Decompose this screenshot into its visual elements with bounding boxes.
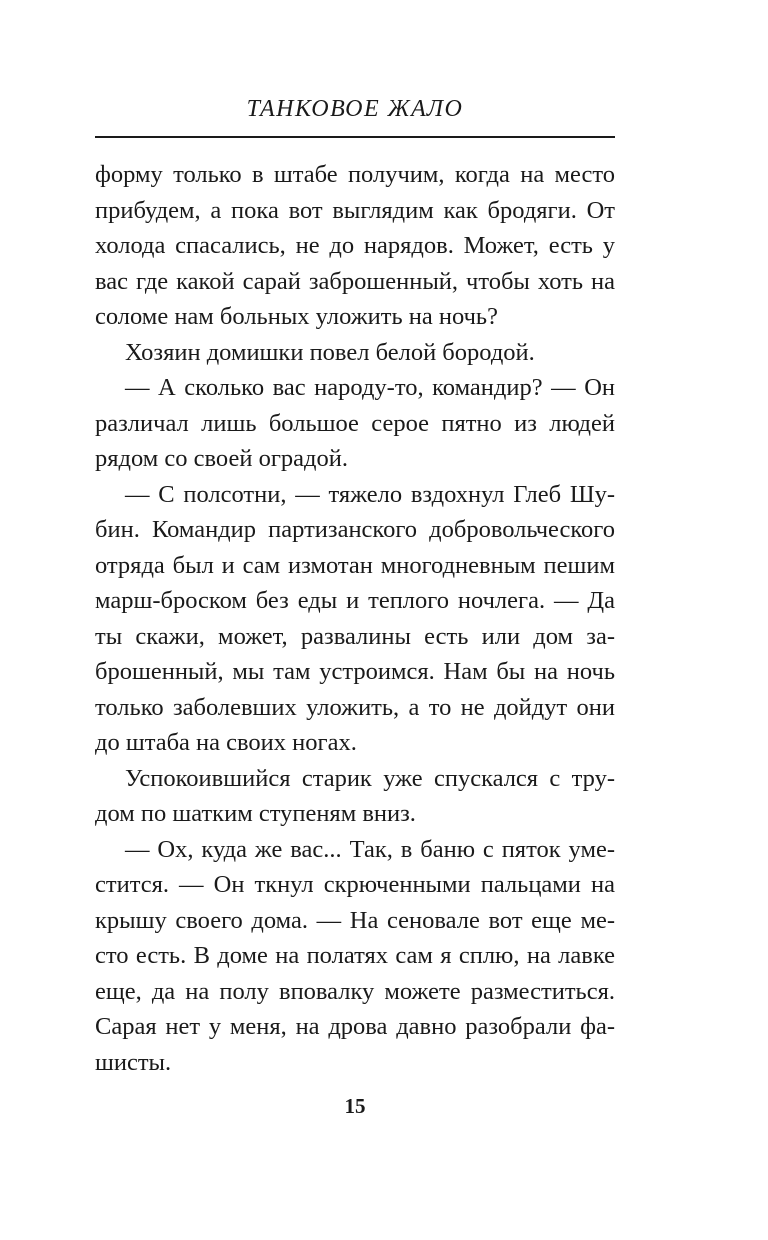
text-line: отряда был и сам измотан многодневным пешим	[95, 551, 615, 579]
paragraph	[95, 832, 615, 1081]
paragraph	[95, 157, 615, 335]
text-line: бин. Командир партизанского добровольческого	[95, 516, 615, 543]
header-rule	[95, 136, 615, 138]
text-line: соломе нам больных уложить на ночь?	[95, 303, 498, 330]
running-title: ТАНКОВОЕ ЖАЛО	[246, 96, 464, 122]
text-line: различал лишь большое серое пятно из людей	[95, 409, 615, 437]
paragraph	[95, 761, 615, 832]
text-line: рядом со своей оградой.	[95, 445, 348, 472]
text-line: форму только в штабе получим, когда на место	[95, 161, 615, 188]
text-line: — С полсотни, — тяжело вздохнул Глеб Шу-	[125, 480, 615, 508]
text-line: только заболевших уложить, а то не дойдут они	[95, 693, 615, 721]
text-line: еще, да на полу вповалку можете разместиться.	[95, 977, 615, 1005]
page-number: 15	[344, 1094, 366, 1118]
text-line: стится. — Он ткнул скрюченными пальцами на	[95, 871, 615, 898]
text-line: — А сколько вас народу-то, командир? — Он	[125, 374, 615, 401]
text-line: крышу своего дома. — На сеновале вот еще ме-	[95, 906, 615, 934]
book-page	[95, 0, 615, 1240]
text-line: холода спасались, не до нарядов. Может, есть у	[95, 232, 615, 259]
text-line: сто есть. В доме на полатях сам я сплю, на лавке	[95, 942, 615, 969]
paragraph	[95, 370, 615, 477]
text-line: — Ох, куда же вас... Так, в баню с пяток уме-	[125, 835, 615, 863]
body-text	[95, 157, 615, 1080]
text-line: шисты.	[95, 1048, 172, 1076]
text-line: марш-броском без еды и теплого ночлега. — Да	[95, 587, 615, 614]
text-line: Сарая нет у меня, на дрова давно разобрали фа-	[95, 1013, 615, 1040]
paragraph	[95, 335, 615, 371]
text-line: ты скажи, может, развалины есть или дом за-	[95, 622, 615, 650]
paragraph	[95, 477, 615, 761]
text-line: Хозяин домишки повел белой бородой.	[125, 338, 535, 366]
text-line: вас где какой сарай заброшенный, чтобы хоть на	[95, 267, 615, 295]
text-line: дом по шатким ступеням вниз.	[95, 800, 416, 827]
text-line: Успокоившийся старик уже спускался с тру-	[125, 764, 615, 792]
text-line: брошенный, мы там устроимся. Нам бы на ночь	[95, 658, 615, 685]
text-line: до штаба на своих ногах.	[95, 729, 357, 756]
text-line: прибудем, а пока вот выглядим как бродяги. От	[95, 196, 615, 224]
